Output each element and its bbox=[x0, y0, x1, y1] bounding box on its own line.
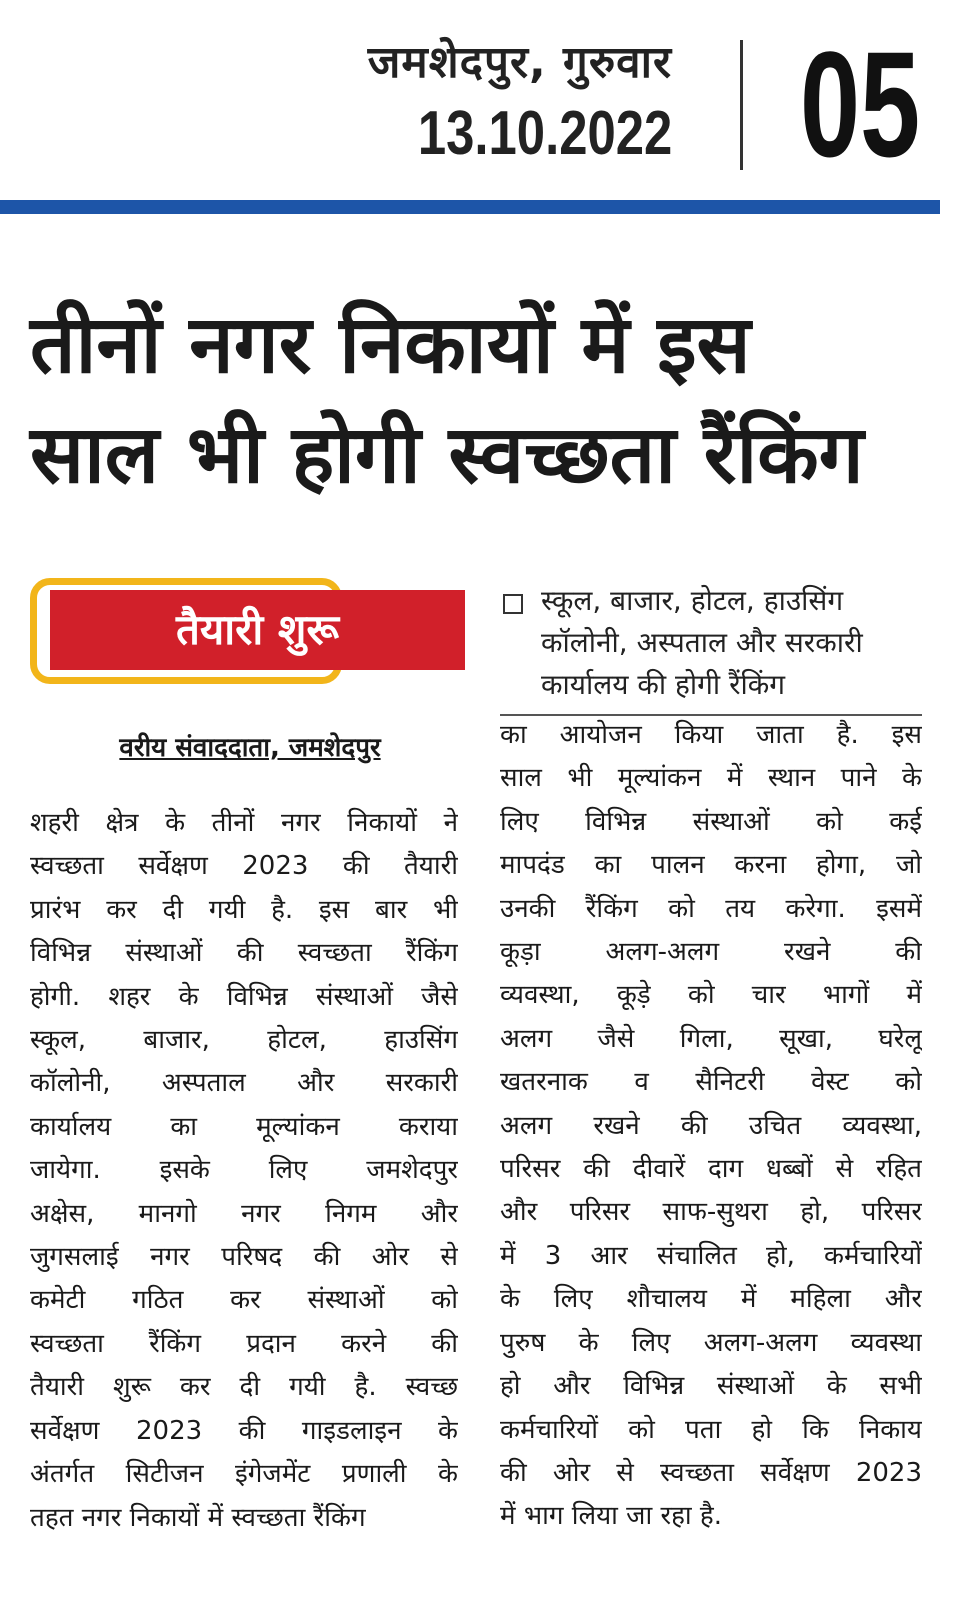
body-line: हो और विभिन्न संस्थाओं के सभी bbox=[500, 1371, 922, 1402]
body-line: लिए विभिन्न संस्थाओं को कई bbox=[500, 806, 922, 837]
body-line: अक्षेस, मानगो नगर निगम और bbox=[30, 1198, 458, 1229]
body-line: कूड़ा अलग-अलग रखने की bbox=[500, 937, 922, 968]
body-line: मापदंड का पालन करना होगा, जो bbox=[500, 850, 922, 881]
body-line: पुरुष के लिए अलग-अलग व्यवस्था bbox=[500, 1327, 922, 1358]
body-line: स्वच्छता रैंकिंग प्रदान करने की bbox=[30, 1328, 458, 1359]
masthead-divider bbox=[740, 40, 743, 170]
masthead bbox=[0, 0, 957, 215]
body-line: में भाग लिया जा रहा है. bbox=[500, 1501, 722, 1532]
body-line: कॉलोनी, अस्पताल और सरकारी bbox=[30, 1068, 458, 1099]
body-line: खतरनाक व सैनिटरी वेस्ट को bbox=[500, 1067, 922, 1098]
body-line: उनकी रैंकिंग को तय करेगा. इसमें bbox=[500, 893, 922, 924]
body-line: अंतर्गत सिटीजन इंगेजमेंट प्रणाली के bbox=[30, 1459, 458, 1490]
bullet-square-icon bbox=[503, 594, 523, 614]
body-column-right bbox=[500, 714, 922, 1539]
page-number: 05 bbox=[800, 20, 921, 188]
headline-line-1: तीनों नगर निकायों में इस bbox=[30, 298, 751, 391]
body-line: अलग रखने की उचित व्यवस्था, bbox=[500, 1110, 922, 1141]
body-line: कमेटी गठित कर संस्थाओं को bbox=[30, 1285, 458, 1316]
body-line: साल भी मूल्यांकन में स्थान पाने के bbox=[500, 763, 922, 794]
body-line: विभिन्न संस्थाओं की स्वच्छता रैंकिंग bbox=[30, 938, 458, 969]
body-line: स्वच्छता सर्वेक्षण 2023 की तैयारी bbox=[30, 851, 458, 882]
highlight-line-2: कॉलोनी, अस्पताल और सरकारी bbox=[541, 626, 863, 659]
highlight-line-3: कार्यालय की होगी रैंकिंग bbox=[541, 668, 786, 701]
body-line: शहरी क्षेत्र के तीनों नगर निकायों ने bbox=[30, 808, 458, 838]
article-headline bbox=[30, 290, 930, 510]
body-line: कर्मचारियों को पता हो कि निकाय bbox=[500, 1414, 922, 1445]
body-line: परिसर की दीवारें दाग धब्बों से रहित bbox=[500, 1154, 922, 1185]
blue-rule-divider bbox=[0, 200, 940, 214]
body-line: अलग जैसे गिला, सूखा, घरेलू bbox=[500, 1023, 922, 1054]
highlight-box bbox=[503, 580, 923, 706]
body-line: तैयारी शुरू कर दी गयी है. स्वच्छ bbox=[30, 1372, 458, 1403]
body-line: सर्वेक्षण 2023 की गाइडलाइन के bbox=[30, 1415, 458, 1446]
body-line: कार्यालय का मूल्यांकन कराया bbox=[30, 1111, 458, 1142]
byline: वरीय संवाददाता, जमशेदपुर bbox=[119, 733, 381, 763]
section-tag bbox=[30, 578, 470, 688]
body-line: जुगसलाई नगर परिषद की ओर से bbox=[30, 1242, 458, 1273]
body-line: की ओर से स्वच्छता सर्वेक्षण 2023 bbox=[500, 1457, 922, 1488]
body-line: स्कूल, बाजार, होटल, हाउसिंग bbox=[30, 1025, 458, 1056]
body-line: में 3 आर संचालित हो, कर्मचारियों bbox=[500, 1240, 922, 1271]
body-line: व्यवस्था, कूड़े को चार भागों में bbox=[500, 980, 922, 1011]
body-line: होगी. शहर के विभिन्न संस्थाओं जैसे bbox=[30, 981, 458, 1012]
body-column-left bbox=[30, 802, 458, 1540]
masthead-date: 13.10.2022 bbox=[417, 99, 672, 168]
body-line: के लिए शौचालय में महिला और bbox=[500, 1284, 922, 1315]
body-line: तहत नगर निकायों में स्वच्छता रैंकिंग bbox=[30, 1502, 366, 1533]
masthead-city-day: जमशेदपुर, गुरुवार bbox=[367, 37, 672, 88]
body-line: का आयोजन किया जाता है. इस bbox=[500, 720, 922, 750]
headline-line-2: साल भी होगी स्वच्छता रैंकिंग bbox=[30, 408, 864, 501]
highlight-line-1: स्कूल, बाजार, होटल, हाउसिंग bbox=[541, 584, 844, 617]
body-line: और परिसर साफ-सुथरा हो, परिसर bbox=[500, 1197, 922, 1228]
tag-label: तैयारी शुरू bbox=[50, 590, 465, 670]
body-line: जायेगा. इसके लिए जमशेदपुर bbox=[30, 1155, 458, 1186]
body-line: प्रारंभ कर दी गयी है. इस बार भी bbox=[30, 894, 458, 925]
